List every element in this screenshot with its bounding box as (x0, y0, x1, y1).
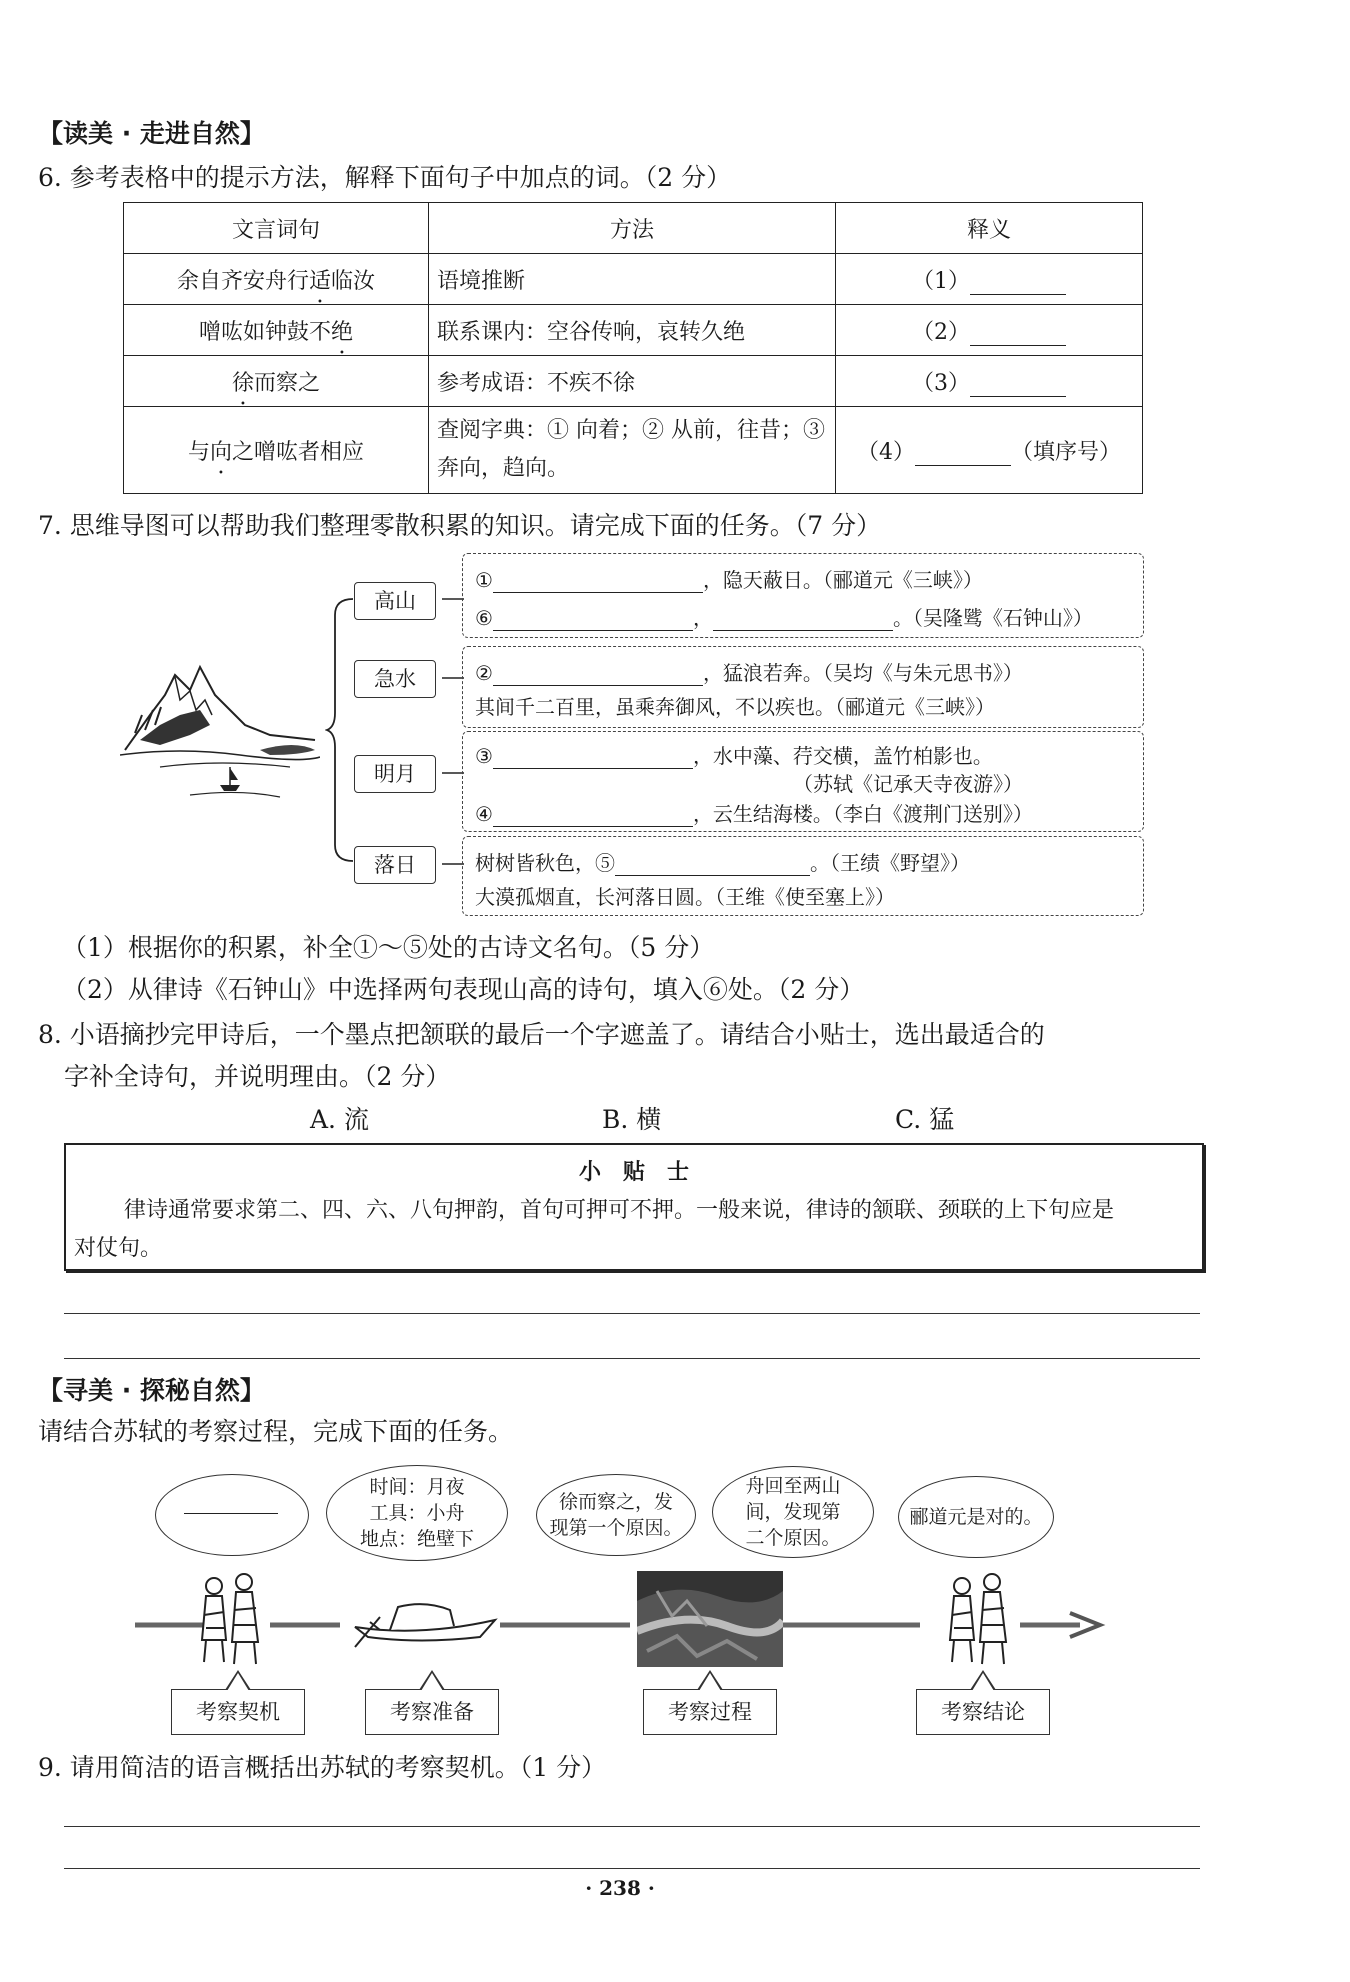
question-7-stem: 7. 思维导图可以帮助我们整理零散积累的知识。请完成下面的任务。（7 分） (38, 511, 882, 540)
dotted-word: 绝 (331, 319, 354, 345)
node-luori: 落日 (354, 846, 436, 884)
phrase-text: 余自齐安舟行 (176, 268, 309, 294)
answer-line[interactable] (64, 1313, 1200, 1314)
option-a[interactable]: A. 流 (310, 1105, 369, 1134)
answer-number: （1） (912, 268, 970, 294)
poem-source: 。（吴隆骘《石钟山》） (892, 606, 1093, 630)
table-row (124, 305, 1143, 356)
blank-number: ⑥ (475, 606, 493, 630)
answer-blank[interactable] (713, 612, 893, 631)
table-row (124, 407, 1143, 494)
option-b[interactable]: B. 横 (602, 1105, 662, 1134)
answer-blank[interactable] (970, 325, 1066, 346)
dotted-word: 向 (209, 439, 232, 465)
blank-number: ④ (475, 802, 493, 826)
question-8-stem: 8. 小语摘抄完甲诗后，一个墨点把颔联的最后一个字遮盖了。请结合小贴士，选出最适合的 (38, 1020, 1045, 1049)
table-header: 释义 (836, 203, 1143, 254)
answer-number: （3） (912, 370, 970, 396)
answer-number: （4） (856, 439, 915, 465)
section-title-reading: 【读美 · 走进自然】 (38, 119, 265, 148)
answer-line[interactable] (64, 1358, 1200, 1359)
poem-line: 树树皆秋色，⑤ (475, 851, 615, 875)
option-c[interactable]: C. 猛 (895, 1105, 955, 1134)
tip-text-cont: 对仗句。 (74, 1236, 163, 1261)
bubble-text: 现第一个原因。 (549, 1517, 683, 1539)
landscape-photo (637, 1571, 783, 1667)
q6-table (123, 202, 1143, 494)
bubble-text: 舟回至两山 (745, 1475, 841, 1497)
phrase-text: 之噌吰者相应 (232, 439, 365, 465)
blank-number: ① (475, 568, 493, 592)
separator: ， (692, 606, 713, 630)
label-process: 考察过程 (643, 1689, 777, 1735)
jishui-box (462, 646, 1144, 728)
bubble-reason-2 (712, 1466, 874, 1558)
q7-sub2: （2）从律诗《石钟山》中选择两句表现山高的诗句，填入⑥处。（2 分） (62, 975, 865, 1004)
tip-box (64, 1143, 1204, 1271)
dotted-word: 徐 (231, 370, 254, 396)
method-cell: 参考成语：不疾不徐 (429, 356, 836, 407)
q7-sub1: （1）根据你的积累，补全①～⑤处的古诗文名句。（5 分） (62, 933, 715, 962)
node-mingyue: 明月 (354, 755, 436, 793)
poem-source: 。（王绩《野望》） (810, 851, 970, 875)
landscape-illustration (120, 655, 320, 805)
answer-blank[interactable] (493, 750, 693, 769)
answer-line[interactable] (64, 1868, 1200, 1869)
method-cell: 语境推断 (429, 254, 836, 305)
tip-text: 律诗通常要求第二、四、六、八句押韵，首句可押可不押。一般来说，律诗的颔联、颈联的上下句应是 (124, 1198, 1115, 1223)
phrase-text: 噌吰如钟鼓不 (198, 319, 331, 345)
poem-source: ，隐天蔽日。（郦道元《三峡》） (702, 568, 983, 592)
blank-number: ③ (475, 744, 493, 768)
label-conclusion: 考察结论 (916, 1689, 1050, 1735)
section-intro: 请结合苏轼的考察过程，完成下面的任务。 (38, 1417, 514, 1446)
answer-blank[interactable] (184, 1513, 278, 1514)
answer-blank[interactable] (615, 857, 810, 876)
mingyue-box (462, 731, 1144, 832)
phrase-text: 临汝 (331, 268, 376, 294)
gaoshan-box (462, 553, 1144, 638)
bubble-conclusion: 郦道元是对的。 (898, 1476, 1054, 1558)
table-header: 文言词句 (124, 203, 429, 254)
poem-source: ，猛浪若奔。（吴均《与朱元思书》） (702, 661, 1023, 685)
poem-source: ，云生结海楼。（李白《渡荆门送别》） (692, 802, 1033, 826)
label-preparation: 考察准备 (365, 1689, 499, 1735)
boat-illustration (350, 1592, 500, 1652)
node-jishui: 急水 (354, 660, 436, 698)
answer-blank[interactable] (970, 274, 1066, 295)
scholars-figure (192, 1570, 272, 1670)
phrase-text: 而察之 (254, 370, 321, 396)
luori-box (462, 836, 1144, 916)
bubble-blank (155, 1474, 309, 1556)
poem-source: （苏轼《记承天寺夜游》） (793, 772, 1023, 796)
answer-number: （2） (912, 319, 970, 345)
blank-number: ② (475, 661, 493, 685)
answer-blank[interactable] (493, 808, 693, 827)
table-row (124, 254, 1143, 305)
bubble-text: 二个原因。 (745, 1527, 841, 1549)
bubble-reason-1 (536, 1474, 696, 1556)
question-9-stem: 9. 请用简洁的语言概括出苏轼的考察契机。（1 分） (38, 1753, 607, 1782)
tip-title: 小 贴 士 (578, 1160, 689, 1185)
mindmap-brace (325, 595, 355, 865)
answer-line[interactable] (64, 1826, 1200, 1827)
bubble-text: 时间：月夜 (369, 1476, 465, 1498)
answer-blank[interactable] (915, 445, 1011, 466)
scholars-figure (940, 1570, 1020, 1670)
question-6-stem: 6. 参考表格中的提示方法，解释下面句子中加点的词。（2 分） (38, 163, 732, 192)
answer-blank[interactable] (970, 376, 1066, 397)
poem-line: ，水中藻、荇交横，盖竹柏影也。 (692, 744, 993, 768)
label-opportunity: 考察契机 (171, 1689, 305, 1735)
method-cell: 查阅字典：① 向着；② 从前，往昔；③奔向，趋向。 (429, 407, 836, 494)
table-row (124, 356, 1143, 407)
poem-line: 其间千二百里，虽乘奔御风，不以疾也。（郦道元《三峡》） (475, 695, 995, 719)
question-8-stem-cont: 字补全诗句，并说明理由。（2 分） (64, 1062, 451, 1091)
page-number: · 238 · (585, 1876, 655, 1900)
answer-blank[interactable] (493, 667, 703, 686)
bubble-text: 间，发现第 (745, 1501, 841, 1523)
answer-blank[interactable] (493, 612, 693, 631)
bubble-text: 徐而察之，发 (558, 1491, 673, 1513)
table-header: 方法 (429, 203, 836, 254)
answer-suffix: （填序号） (1010, 439, 1121, 465)
bubble-text: 地点：绝壁下 (359, 1528, 474, 1550)
answer-blank[interactable] (493, 574, 703, 593)
dotted-word: 适 (308, 268, 331, 294)
node-gaoshan: 高山 (354, 582, 436, 620)
method-cell: 联系课内：空谷传响，哀转久绝 (429, 305, 836, 356)
phrase-text: 与 (187, 439, 210, 465)
bubble-preparation (326, 1465, 508, 1561)
poem-line: 大漠孤烟直，长河落日圆。（王维《使至塞上》） (475, 885, 895, 909)
bubble-text: 工具：小舟 (369, 1502, 465, 1524)
section-title-explore: 【寻美 · 探秘自然】 (38, 1376, 265, 1405)
